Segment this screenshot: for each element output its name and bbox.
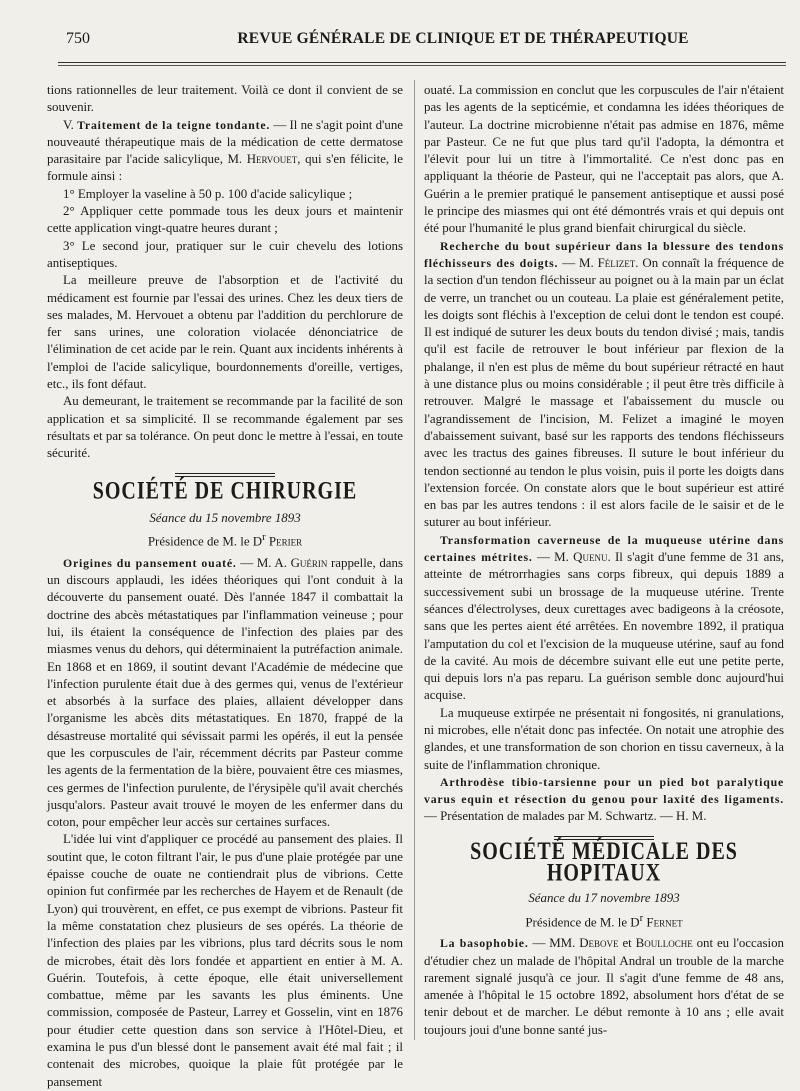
column-separator: [414, 80, 415, 1040]
paragraph: Au demeurant, le traitement se recommande par la facilité de son application et sa simplicité. Il se recommande également par ses résultats et par sa tolérance. On peut donc le mettre à l'essai, en toute sécurité.: [47, 394, 403, 461]
paragraph: Recherche du bout supérieur dans la blessure des tendons fléchisseurs des doigts. — M. Félizet. On connaît la fréquence de la section d'un tendon fléchisseur au poignet ou à la main par un éclat de verre, un tranchet ou un couteau. La plaie est généralement petite, les doigts sont fléchis à l'exception de celui dont le tendon est coupé. Il est indiqué de suturer les deux bouts du tendon divisé ; mais, tandis qu'il est facile de retrouver le bout inférieur par flexion de la phalange, il n'en est plus de même du bout supérieur rétracté en haut à une distance plus ou moins considérable ; il peut être très difficile à retrouver. Malgré le massage et l'abaissement du muscle ou l'agrandissement de l'incision, M. Felizet a imaginé le moyen d'abaissement suivant, basé sur les rapports des tendons fléchisseurs avec les tractus des gaines fibreuses. Il suture le bout inférieur du tendon sectionné au tendon le plus voisin, puis il porte les doigts dans l'extension forcée. On constate alors que le bout supérieur est attiré en bas par les autres tendons : il est alors facile de le saisir et de le suturer au bout inférieur.: [424, 238, 785, 530]
header-rule: [58, 62, 786, 66]
rubric: Origines du pansement ouaté.: [63, 555, 237, 570]
page-number: 750: [66, 30, 90, 47]
paragraph: tions rationnelles de leur traitement. Voilà ce dont il convient de se souvenir.: [47, 83, 403, 115]
rubric: Recherche du bout supérieur dans la blessure des tendons fléchisseurs des doigts.: [424, 238, 784, 270]
left-column: [47, 82, 403, 1091]
rubric: Arthrodèse tibio-tarsienne pour un pied bot paralytique varus equin et résection du genou pour laxité des ligaments.: [424, 774, 784, 807]
section-rule: [175, 473, 275, 477]
page-header: [58, 26, 758, 52]
paragraph: L'idée lui vint d'appliquer ce procédé au pansement des plaies. Il soutint que, le coton filtrant l'air, le pus d'une plaie protégée par une épaisse couche de ouate ne contiendrait plus de vibrions. Cette opinion fut confirmée par les recherches de Hayem et de Renault (de Lyon) qui trouvèrent, en effet, ce pus exempt de vibrions. Pasteur fit la même constatation chez plusieurs de ses opérés. La théorie de l'infection des plaies par les vibrions, plus tard décrits sous le nom de microbes, était dès lors fondée et appartient en entier à M. A. Guérin. Toutefois, à cette époque, elle était universellement combattue, même par les savants les plus éminents. Une commission, composée de Pasteur, Larrey et Gosselin, vint en 1876 pour étudier cette question dans son service à l'Hôtel-Dieu, et examina le pus d'un blessé dont le pansement avait été mal fait ; il contenait des microbes, quoique la plaie fût protégée par le pansement: [47, 832, 403, 1089]
paragraph: La basophobie. — MM. Debove et Boulloche ont eu l'occasion d'étudier chez un malade de l'hôpital Andral un trouble de la marche rarement signalé jusqu'à ce jour. Il s'agit d'une femme de 48 ans, amenée à l'hôpital le 15 octobre 1892, absolument hors d'état de se tenir debout et de marcher. Le début remonte à 10 ans ; elle avait toujours joui d'une bonne santé jus-: [424, 936, 784, 1037]
paragraph: ouaté. La commission en conclut que les corpuscules de l'air n'étaient pas les agents de la septicémie, et condamna les idées théoriques de l'auteur. La doctrine microbienne n'était pas admise en 1876, même par Pasteur. Ce ne fut que plus tard qu'il l'adopta, la démontra et l'élevit pour lui un titre à l'immortalité. Ce n'est donc pas en appliquant la théorie de Pasteur, qui ne l'acceptait pas alors, que A. Guérin a le premier pratiqué le pansement antiseptique et aussi posé le principe des miasmes qui ont été démontrés vrais et qui depuis ont été pour l'humanité le plus grand bienfait chirurgical du siècle.: [424, 83, 784, 236]
presidency: Présidence de M. le $D^r$ Fernet: [525, 911, 683, 929]
paragraph: La meilleure preuve de l'absorption et de l'activité du médicament est fournie par l'essai des urines. Chez les deux tiers de ses malades, M. Hervouet a obtenu par l'addition du perchlorure de fer sans urines, une coloration violacée dénonciatrice de l'élimination de cet acide par le rein. Quant aux incidents inhérents à l'emploi de l'acide salicylique, bourdonnements d'oreille, vertiges, etc., ils font défaut.: [47, 273, 403, 392]
session-date: Séance du 17 novembre 1893: [528, 891, 680, 906]
paragraph: 2° Appliquer cette pommade tous les deux jours et maintenir cette application vingt-quatre heures durant ;: [47, 204, 403, 236]
author-name: Hervouet: [246, 152, 298, 167]
section-heading: SOCIÉTÉ MÉDICALE DES HOPITAUX: [470, 837, 738, 887]
section-heading: SOCIÉTÉ DE CHIRURGIE: [92, 476, 358, 505]
right-column: [424, 82, 784, 1039]
paragraph: 1° Employer la vaseline à 50 p. 100 d'acide salicylique ;: [63, 186, 353, 201]
paragraph: V. Traitement de la teigne tondante. — Il ne s'agit point d'une nouveauté thérapeutique mais de la médication de cette dermatose parasitaire par l'acide salicylique, M. Hervouet, qui s'en félicite, le formule ainsi :: [47, 117, 403, 184]
paragraph: La muqueuse extirpée ne présentait ni fongosités, ni granulations, ni microbes, elle n'était donc pas infectée. On notait une atrophie des glandes, et une transformation de son chorion en tissu caverneux, à la suite de l'inflammation chronique.: [424, 705, 784, 772]
rubric: Traitement de la teigne tondante.: [77, 117, 271, 132]
paragraph: 3° Le second jour, pratiquer sur le cuir chevelu des lotions antiseptiques.: [47, 238, 403, 270]
paragraph: Arthrodèse tibio-tarsienne pour un pied bot paralytique varus equin et résection du genou pour laxité des ligaments. — Présentation de malades par M. Schwartz. — H. M.: [424, 774, 784, 824]
session-date: Séance du 15 novembre 1893: [149, 510, 301, 525]
paragraph: Transformation caverneuse de la muqueuse utérine dans certaines métrites. — M. Quenu. Il s'agit d'une femme de 31 ans, atteinte de métrorrhagies sans corps fibreux, qui depuis 1889 a successivement subi un brossage de la muqueuse utérine. Trente séances d'électrolyses, deux curettages avec badigeons à la créosote, sans que les pertes aient été arrêtées. En novembre 1892, il pratiqua l'amputation du col et l'excision de la muqueuse utérine, sauf au fond de la cavité. Au mois de décembre suivant elle eut une petite perte, qui depuis lors n'a pas reparu. La guérison semble donc aujourd'hui acquise.: [424, 532, 785, 703]
rubric: Transformation caverneuse de la muqueuse utérine dans certaines métrites.: [424, 532, 784, 565]
presidency: Présidence de M. le $D^r$ Perier: [147, 531, 303, 549]
running-title: REVUE GÉNÉRALE DE CLINIQUE ET DE THÉRAPEUTIQUE: [237, 30, 689, 47]
paragraph: Origines du pansement ouaté. — M. A. Guérin rappelle, dans un discours applaudi, les idées théoriques qui l'ont conduit à la découverte du pansement ouaté. Dès l'année 1847 il combattait la doctrine des abcès métastatiques par l'inflammation veineuse ; pour lui, ils étaient la conséquence de l'infection des plaies par des miasmes venus du dehors, qui déterminaient la putréfaction animale. En 1868 et en 1869, il soutint devant l'Académie de médecine que l'infection purulente était due à des germes qui, venus de l'extérieur et absorbés à la surface des plaies, allaient développer dans l'organisme les abcès dits métastatiques. En 1870, frappé de la désastreuse mortalité qui sévissait parmi les opérés, il eut la pensée que les corpuscules de l'air, récemment décrits par Pasteur comme les agents de la fermentation de la bière, pouvaient être ces miasmes, ces germes de l'infection purulente, de l'érysipèle qu'il avait cherchés jusqu'alors. Pasteur avait trouvé le moyen de les enfermer dans du coton, pour empêcher leur accès sur certaines surfaces.: [47, 555, 403, 830]
rubric: La basophobie.: [440, 936, 529, 951]
